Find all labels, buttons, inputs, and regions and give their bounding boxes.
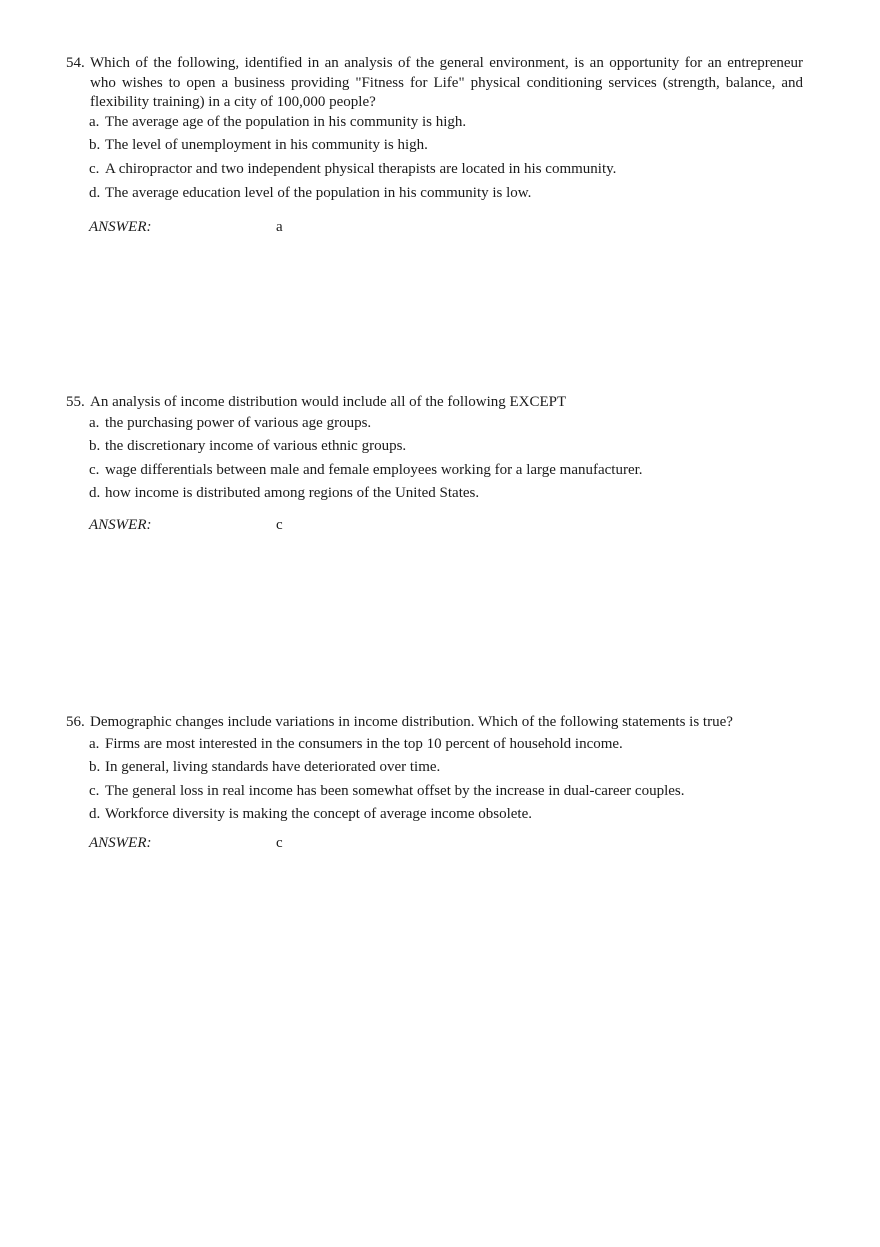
question-stem	[66, 713, 803, 733]
option-c	[89, 461, 643, 480]
option-b	[89, 758, 440, 777]
option-b	[89, 437, 406, 456]
option-d	[89, 184, 531, 203]
option-a	[89, 414, 371, 433]
answer-label: ANSWER:	[89, 835, 152, 851]
option-letter: b.	[89, 438, 101, 454]
option-letter: c.	[89, 462, 100, 478]
option-a	[89, 735, 623, 754]
option-text: The average age of the population in his community is high.	[105, 114, 467, 130]
option-letter: b.	[89, 759, 101, 775]
answer-label: ANSWER:	[89, 219, 152, 235]
option-d	[89, 805, 532, 824]
option-letter: a.	[89, 736, 100, 752]
option-text: Firms are most interested in the consumers in the top 10 percent of household income.	[105, 736, 623, 752]
question-number: 56.	[66, 714, 85, 730]
option-letter: d.	[89, 806, 101, 822]
question-text: An analysis of income distribution would include all of the following EXCEPT	[90, 394, 567, 410]
answer-label: ANSWER:	[89, 517, 152, 533]
question-stem	[66, 54, 803, 113]
question-stem	[66, 393, 803, 413]
option-text: the discretionary income of various ethnic groups.	[105, 438, 407, 454]
option-text: A chiropractor and two independent physical therapists are located in his community.	[105, 161, 617, 177]
option-letter: a.	[89, 114, 100, 130]
option-text: The average education level of the population in his community is low.	[105, 185, 532, 201]
option-text: The level of unemployment in his community is high.	[105, 137, 428, 153]
option-b	[89, 136, 428, 155]
answer-value: c	[276, 517, 283, 533]
option-letter: c.	[89, 783, 100, 799]
option-text: how income is distributed among regions of the United States.	[105, 485, 480, 501]
question-number: 55.	[66, 394, 85, 410]
answer-value: a	[276, 219, 283, 235]
option-letter: d.	[89, 485, 101, 501]
option-a	[89, 113, 466, 132]
option-text: The general loss in real income has been somewhat offset by the increase in dual-career couples.	[105, 783, 685, 799]
option-text: Workforce diversity is making the concept of average income obsolete.	[105, 806, 532, 822]
option-letter: b.	[89, 137, 101, 153]
option-c	[89, 782, 685, 801]
option-c	[89, 160, 616, 179]
question-number: 54.	[66, 55, 85, 71]
option-text: wage differentials between male and female employees working for a large manufacturer.	[105, 462, 643, 478]
question-text: Demographic changes include variations in income distribution. Which of the following statements is true?	[90, 714, 733, 730]
option-letter: d.	[89, 185, 101, 201]
question-text: Which of the following, identified in an analysis of the general environment, is an opportunity for an entrepreneur who wishes to open a business providing "Fitness for Life" physical conditioning services (strength, balance, and flexibility training) in a city of 100,000 people?	[90, 55, 803, 110]
answer-value: c	[276, 835, 283, 851]
option-letter: c.	[89, 161, 100, 177]
option-letter: a.	[89, 415, 100, 431]
option-text: the purchasing power of various age groups.	[105, 415, 372, 431]
option-text: In general, living standards have deteriorated over time.	[105, 759, 441, 775]
option-d	[89, 484, 479, 503]
